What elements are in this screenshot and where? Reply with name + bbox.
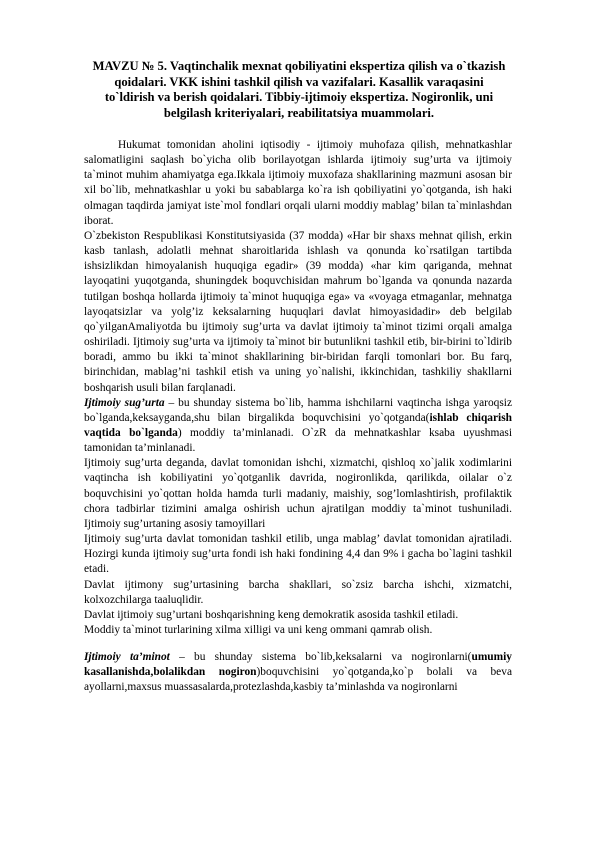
title-line-2: qoidalari. VKK ishini tashkil qilish va vazifalari. Kasallik varaqasini [114, 74, 484, 89]
definition-text-end: ) moddiy ta’minlanadi. O`zR da mehnatkashlar ksaba uyushmasi tamonidan ta’minlanadi. [84, 426, 512, 455]
definition-text: – bu shunday sistema bo`lib, hamma ishchilarni vaqtincha ishga yaroqsiz bo`lganda,keksayganda,shu bilan birgalikda boquvchisini yo`qotganda( [84, 396, 512, 424]
title-line-1: MAVZU № 5. Vaqtinchalik mexnat qobiliyatini ekspertiza qilish va o`tkazish [92, 59, 506, 73]
title-line-3: to`ldirish va berish qoidalari. Tibbiy-ijtimoiy ekspertiza. Nogironlik, uni [104, 90, 494, 105]
term-social-security: Ijtimoiy ta’minot [84, 651, 170, 664]
definition-text: – bu shunday sistema bo`lib,keksalarni va nogironlarni( [169, 651, 472, 664]
definition-bold-text: umumiy kasallanishda,bolalikdan nogiron [84, 651, 512, 679]
paragraph-social-security-definition [84, 650, 512, 695]
paragraph-principle-democratic: Davlat ijtimoiy sug’urtani boshqarishning keng demokratik asosida tashkil etiladi. [84, 608, 459, 621]
paragraph-gap [84, 638, 512, 650]
title-line-4: belgilash kriteriyalari, reabilitatsiya muammolari. [163, 105, 435, 120]
paragraph-social-insurance-meaning: Ijtimoiy sug’urta deganda, davlat tomonidan ishchi, xizmatchi, qishloq xo`jalik xodimlarini vaqtincha ish kobiliyatini yo`qotganlik davrida, nogironlikda, qarilikda, oilalar o`z boquvchisini yo`qottan holda hamda turli madaniy, maishiy, sog’lomlashtirish, profilaktik chora tadbirlar tizimini amalga oshirish uchun ajratilgan moddiy ta`minot tushuniladi. Ijtimoiy sug’urtaning asosiy tamoyillari [84, 457, 512, 530]
document-body [84, 138, 512, 696]
paragraph-principle-all-forms: Davlat ijtimony sug’urtasining barcha shakllari, so`zsiz barcha ishchi, xizmatchi, kolxozchilarga taaluqlidir. [84, 578, 512, 606]
paragraph-social-insurance-definition [84, 396, 512, 457]
paragraph-principle-variety: Moddiy ta`minot turlarining xilma xilligi va uni keng ommani qamrab olish. [84, 624, 433, 636]
topic-title [78, 59, 520, 121]
paragraph-intro: Hukumat tomonidan aholini iqtisodiy - ijtimoiy muhofaza qilish, mehnatkashlar salomatligini saqlash bo`yicha olib borilayotgan ishlarda ijtimoiy sug’urta va ijtimoiy ta`minot muhim ahamiyatga ega.Ikkala ijtimoiy muxofaza shakllarining mazmuni asosan bir xil bo`lib, mehnatkashlar u yoki bu sabablarga ko`ra ish qobiliyatini yo`qotganda, ish haki olmagan taqdirda jamiyat iste`mol fondlari orqali ularni moddiy mablag’ bilan ta`minlashdan iborat. [84, 139, 512, 227]
paragraph-principle-state: Ijtimoiy sug’urta davlat tomonidan tashkil etilib, unga mablag’ davlat tomonidan ajratiladi. Hozirgi kunda ijtimoiy sug’urta fondi ish haki fondining 4,4 dan 9% i gacha bo`lagini tashkil etadi. [84, 533, 512, 576]
term-social-insurance: Ijtimoiy sug’urta [84, 396, 165, 409]
paragraph-constitution: O`zbekiston Respublikasi Konstitutsiyasida (37 modda) «Har bir shaxs mehnat qilish, erkin kasb tanlash, adolatli mehnat sharoitlarida ishlash va qonunda ko`rsatilgan tartibda ishsizlikdan himoyalanish huquqiga egadir» (39 modda) «har kim qariganda, mehnat layoqatini yuqotganda, shuningdek boquvchisidan mahrum bo`lganda va qonunda nazarda tutilgan boshqa hollarda ijtimoiy ta`minot huquqiga ega» va «voyaga etmaganlar, mehnatga layoqatsizlar va yolg’iz keksalarning huquqlari davlat himoyasidadir» deb belgilab qo`yilganAmaliyotda bu ijtimoiy sug’urta va davlat ijtimoiy ta`minot tizimi orqali amalga oshiriladi. Ijtimoiy sug’urta va ijtimoiy ta`minot bir butunlikni tashkil etib, bir-birini to`ldirib boradi, ammo bu ikki ta`minot shakllarining bir-biridan farqli tomonlari bor. Bu farq, birinchidan, mablag’ni tashkil etish va uning yo`nalishi, ikkinchidan, tashkiliy shakllarni boshqarish usuli bilan farqlanadi. [84, 229, 512, 394]
definition-bold-text: ishlab chiqarish vaqtida bo`lganda [84, 411, 512, 439]
definition-text-end: )boquvchisini yo`qotganda,ko`p bolali va beva ayollarni,maxsus muassasalarda,protezlashda,kasbiy ta’minlashda va nogironlarni [84, 666, 512, 694]
